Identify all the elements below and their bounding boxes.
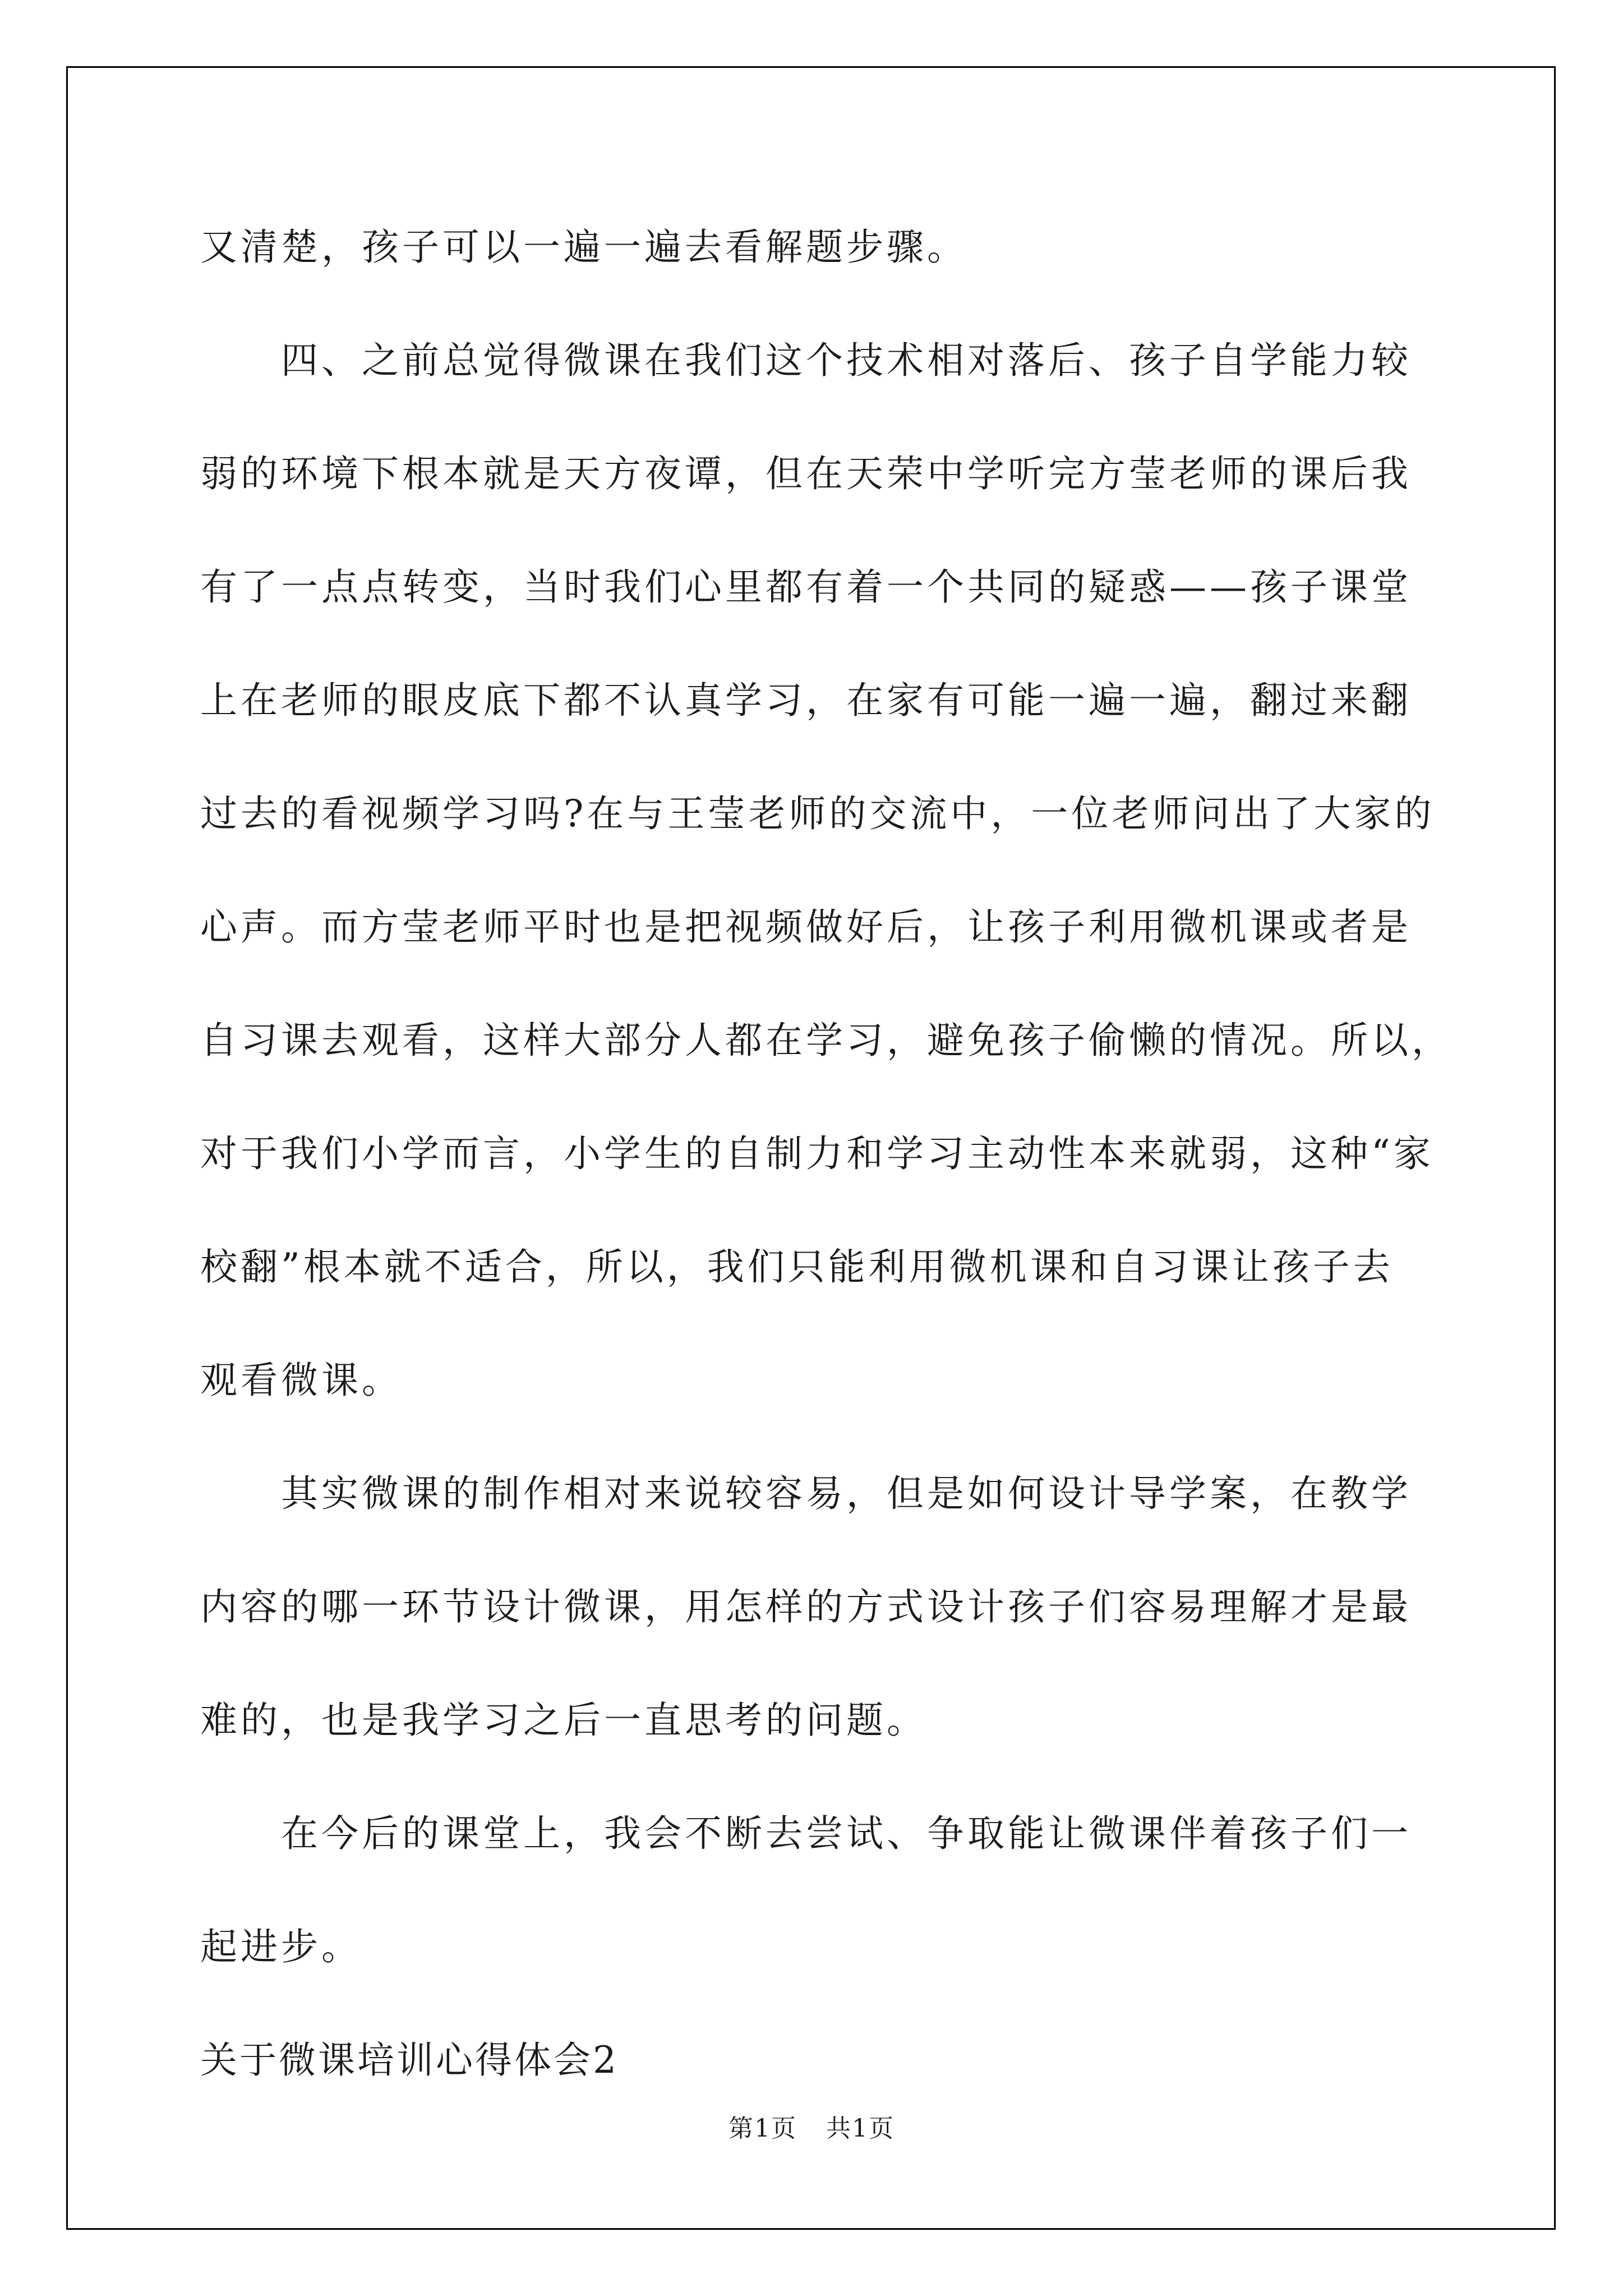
text-line: 过去的看视频学习吗?在与王莹老师的交流中，一位老师问出了大家的 (200, 792, 1435, 835)
text-line: 有了一点点转变，当时我们心里都有着一个共同的疑惑——孩子课堂 (200, 565, 1412, 609)
page-footer (0, 2112, 1623, 2146)
text-line: 难的，也是我学习之后一直思考的问题。 (200, 1699, 927, 1742)
text-line: 在今后的课堂上，我会不断去尝试、争取能让微课伴着孩子们一 (200, 1812, 1412, 1855)
text-line: 心声。而方莹老师平时也是把视频做好后，让孩子利用微机课或者是 (200, 905, 1412, 949)
page-number: 第1页 (728, 2114, 797, 2143)
text-line: 内容的哪一环节设计微课，用怎样的方式设计孩子们容易理解才是最 (200, 1585, 1412, 1628)
page-total: 共1页 (826, 2114, 895, 2143)
text-line: 四、之前总觉得微课在我们这个技术相对落后、孩子自学能力较 (200, 339, 1412, 382)
text-line: 观看微课。 (200, 1359, 402, 1402)
document-body (200, 191, 1452, 2117)
text-line: 起进步。 (200, 1925, 362, 1968)
section-heading: 关于微课培训心得体会2 (200, 2039, 619, 2082)
text-line: 弱的环境下根本就是天方夜谭，但在天荣中学听完方莹老师的课后我 (200, 452, 1412, 495)
text-line: 上在老师的眼皮底下都不认真学习，在家有可能一遍一遍，翻过来翻 (200, 679, 1412, 722)
text-line: 自习课去观看，这样大部分人都在学习，避免孩子偷懒的情况。所以， (200, 1019, 1452, 1062)
text-line: 对于我们小学而言，小学生的自制力和学习主动性本来就弱，这种“家 (200, 1132, 1434, 1175)
text-line: 又清楚，孩子可以一遍一遍去看解题步骤。 (200, 226, 967, 269)
text-line: 其实微课的制作相对来说较容易，但是如何设计导学案，在教学 (200, 1472, 1412, 1515)
text-line: 校翻”根本就不适合，所以，我们只能利用微机课和自习课让孩子去 (200, 1245, 1394, 1289)
